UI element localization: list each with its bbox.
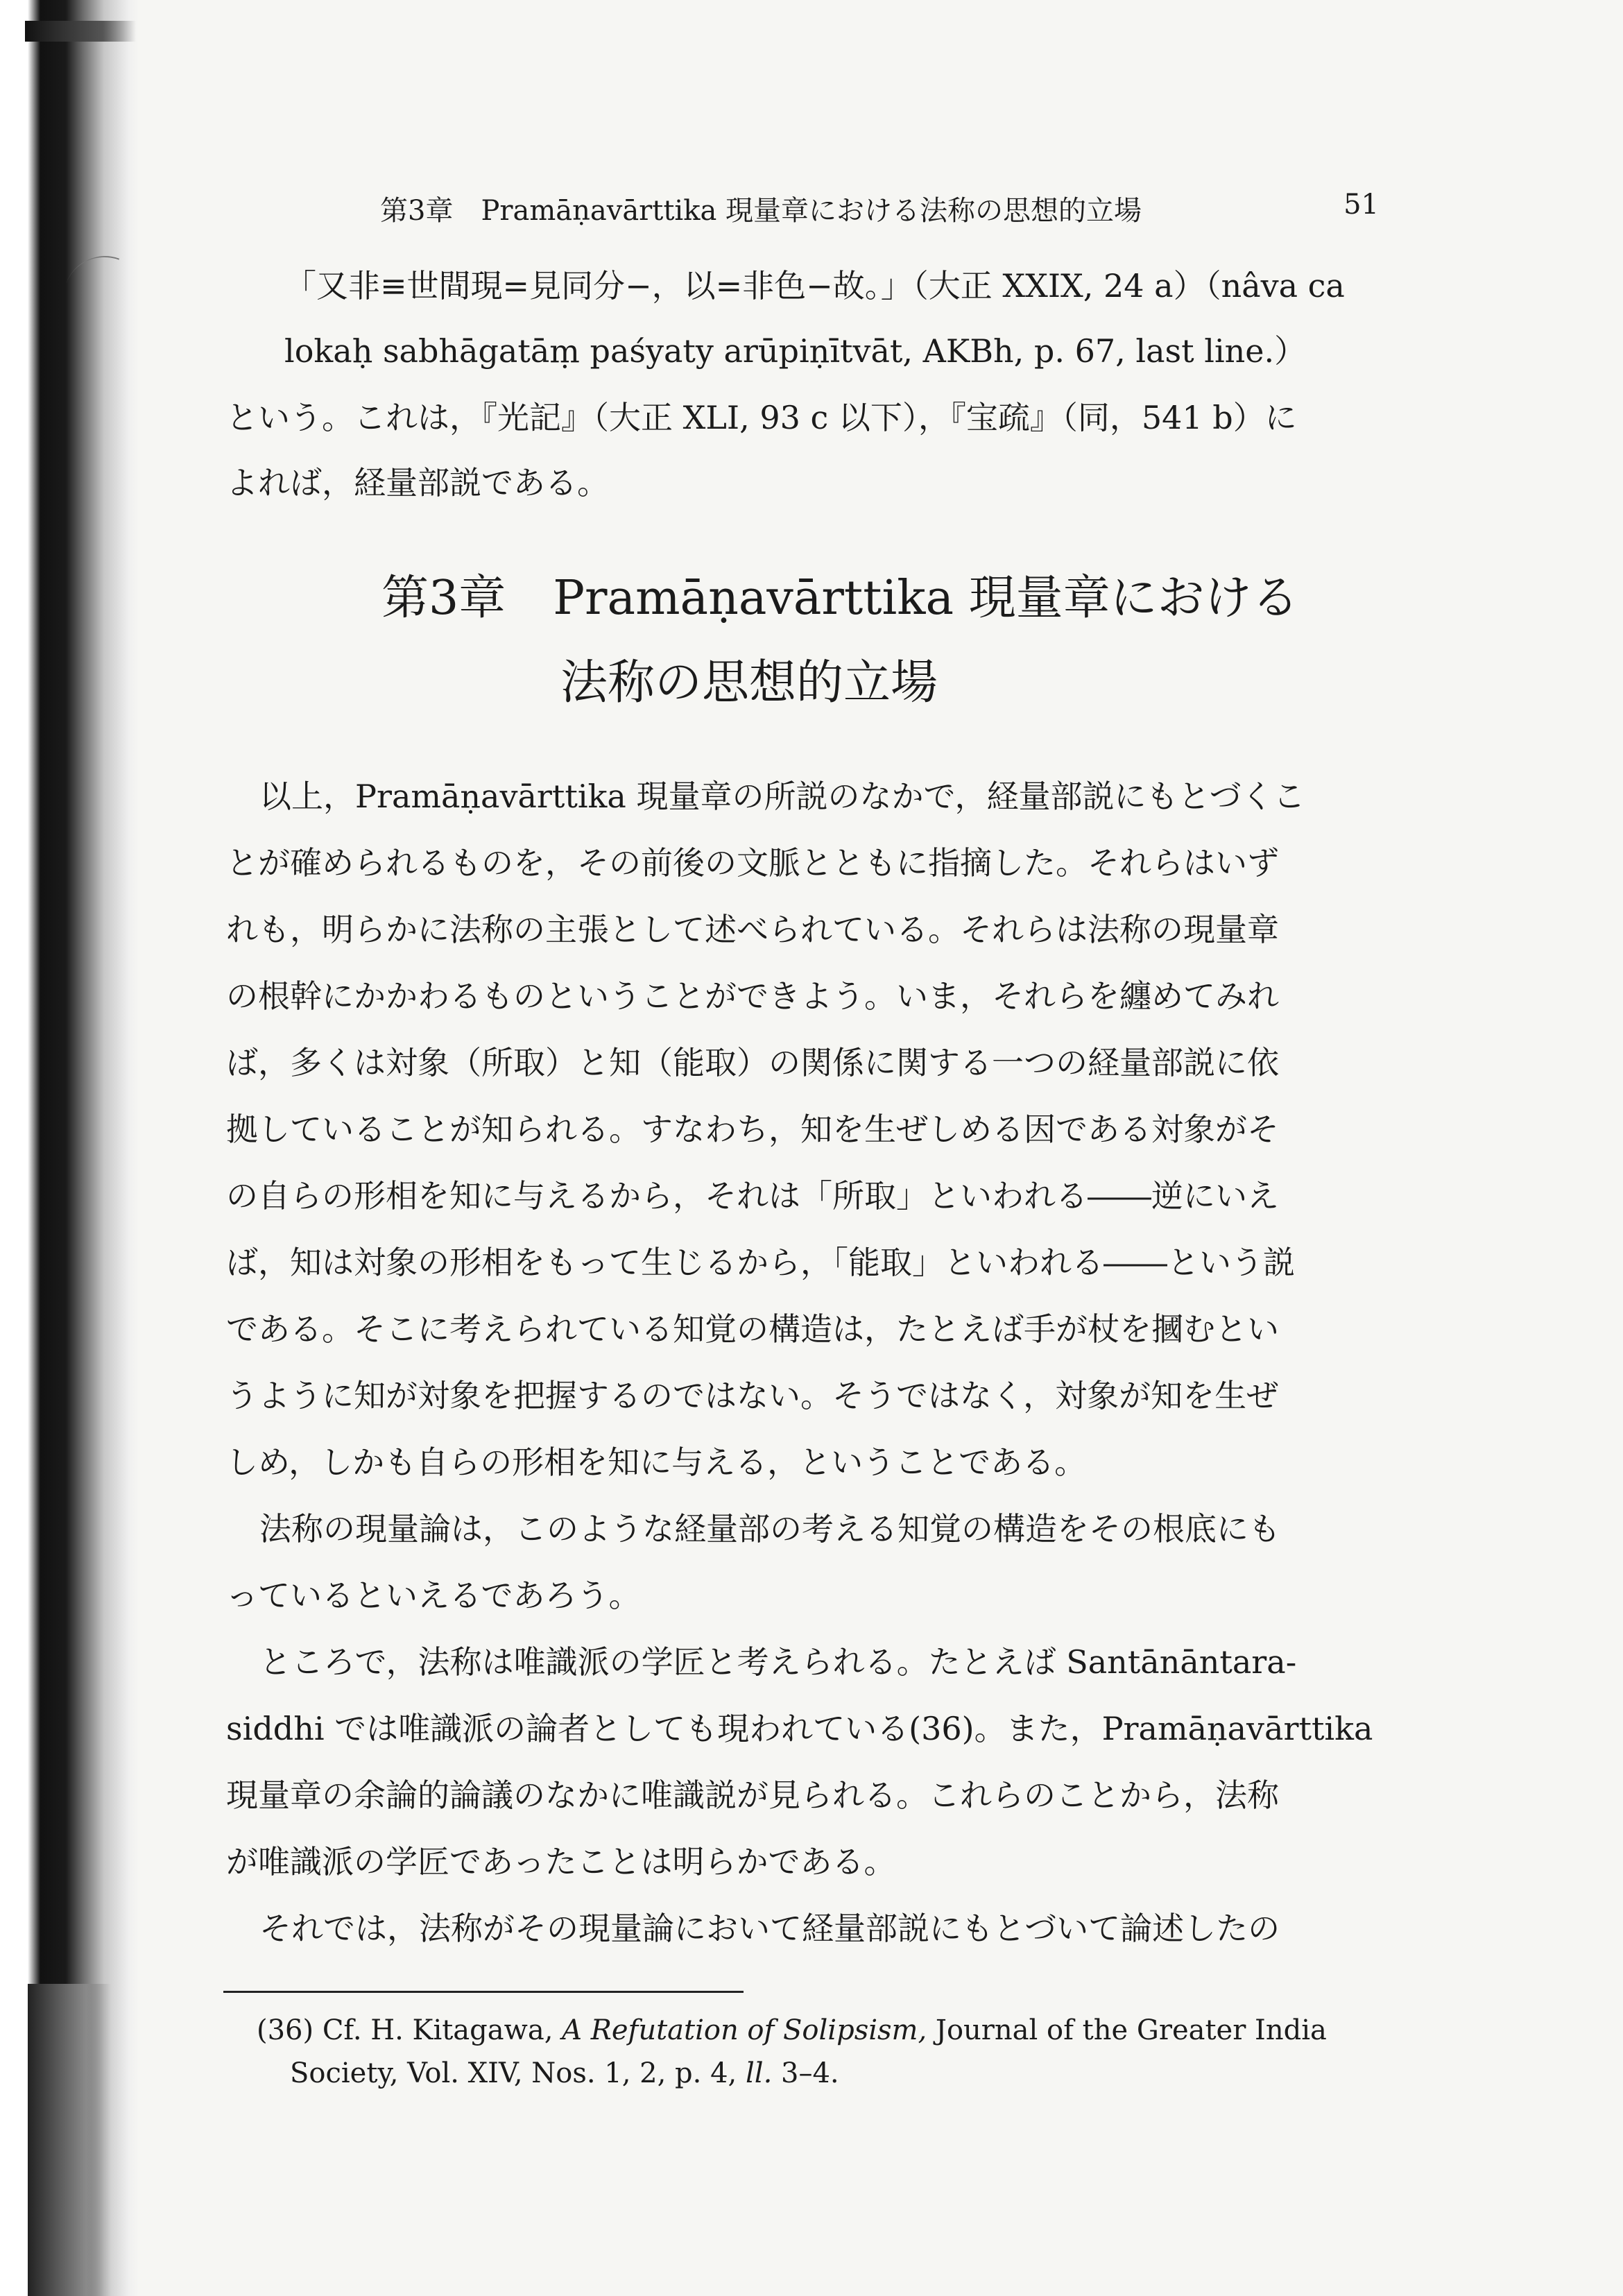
paragraph-1-line-3: れも，明らかに法称の主張として述べられている。それらは法称の現量章: [226, 911, 1279, 948]
footnote-number: (36): [257, 2014, 314, 2046]
running-head-title: 第3章 Pramāṇavārttika 現量章における法称の思想的立場: [380, 195, 1142, 227]
paragraph-1-line-1: 以上，Pramāṇavārttika 現量章の所説のなかで，経量部説にもとづくこ: [259, 778, 1305, 815]
paragraph-1-line-7: の自らの形相を知に与えるから，それは「所取」といわれる――逆にいえ: [226, 1177, 1279, 1215]
paragraph-1-line-5: ば，多くは対象（所取）と知（能取）の関係に関する一つの経量部説に依: [226, 1044, 1279, 1081]
footnote-36-line-1: [257, 2014, 1327, 2046]
footnote-work-title: A Refutation of Solipsism,: [562, 2014, 927, 2046]
quote-line-2: lokaḥ sabhāgatāṃ paśyaty arūpiṇītvāt, AKBh, p. 67, last line.）: [284, 332, 1307, 370]
paragraph-3-line-4: が唯識派の学匠であったことは明らかである。: [226, 1843, 896, 1881]
footnote-line-range: 3–4.: [781, 2057, 839, 2089]
paragraph-1-line-10: うように知が対象を把握するのではない。そうではなく，対象が知を生ぜ: [226, 1377, 1279, 1414]
footnote-author: Cf. H. Kitagawa,: [322, 2014, 553, 2046]
footnote-citation: Society, Vol. XIV, Nos. 1, 2, p. 4,: [290, 2057, 737, 2089]
paragraph-1-line-2: とが確められるものを，その前後の文脈とともに指摘した。それらはいず: [226, 844, 1279, 882]
footnote-journal: Journal of the Greater India: [935, 2014, 1327, 2046]
chapter-title-line-2: 法称の思想的立場: [560, 656, 938, 710]
page-number: 51: [1343, 189, 1379, 221]
paragraph-3-line-3: 現量章の余論的論議のなかに唯識説が見られる。これらのことから，法称: [226, 1776, 1279, 1814]
paragraph-1-line-8: ば，知は対象の形相をもって生じるから，「能取」といわれる――という説: [226, 1244, 1295, 1281]
footnote-lines-abbrev: ll.: [745, 2057, 773, 2089]
paragraph-1-line-4: の根幹にかかわるものということができよう。いま，それらを纏めてみれ: [226, 977, 1279, 1015]
quote-line-1: 「又非≡世間現=見同分−，以=非色−故。」（大正 XXIX, 24 a）（nâva ca: [284, 267, 1345, 305]
paragraph-2-line-2: っているといえるであろう。: [226, 1577, 641, 1614]
paragraph-4-line-1: それでは，法称がその現量論において経量部説にもとづいて論述したの: [259, 1910, 1280, 1947]
paragraph-1-line-6: 拠していることが知られる。すなわち，知を生ぜしめる因である対象がそ: [226, 1111, 1279, 1148]
paragraph-3-line-2: siddhi では唯識派の論者としても現われている(36)。また，Pramāṇavārttika: [226, 1710, 1373, 1747]
paragraph-1-line-9: である。そこに考えられている知覚の構造は，たとえば手が杖を摑むとい: [226, 1310, 1279, 1348]
footnote-rule: [223, 1991, 744, 1993]
paragraph-1-line-11: しめ，しかも自らの形相を知に与える，ということである。: [226, 1443, 1087, 1481]
paragraph-2-line-1: 法称の現量論は，このような経量部の考える知覚の構造をその根底にも: [259, 1510, 1280, 1548]
intro-line-1: という。これは，『光記』（大正 XLI, 93 c 以下），『宝疏』（同，541 b）に: [226, 399, 1297, 436]
footnote-36-line-2: [290, 2057, 839, 2089]
paragraph-3-line-1: ところで，法称は唯識派の学匠と考えられる。たとえば Santānāntara-: [259, 1643, 1297, 1681]
chapter-title-line-1: 第3章 Pramāṇavārttika 現量章における: [381, 571, 1299, 626]
intro-line-2: よれば，経量部説である。: [226, 464, 609, 502]
